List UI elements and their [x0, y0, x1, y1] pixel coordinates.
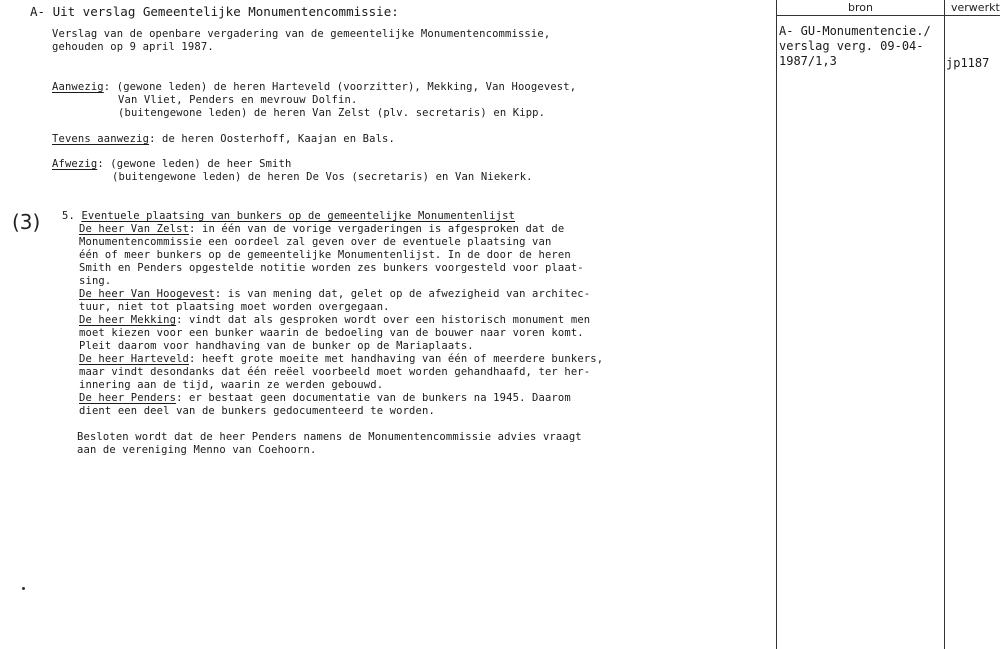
- hoogevest-text: : is van mening dat, gelet op de afwezigheid van architec-: [214, 288, 591, 300]
- margin-number: (3): [12, 210, 41, 234]
- zelst-line-5: sing.: [79, 275, 112, 287]
- zelst-label: De heer Van Zelst: [79, 223, 190, 235]
- afwezig-text: : (gewone leden) de heer Smith: [97, 158, 292, 170]
- harteveld-label: De heer Harteveld: [79, 353, 190, 365]
- zelst-line-4: Smith en Penders opgestelde notitie worden zes bunkers voorgesteld voor plaat-: [79, 262, 584, 274]
- page-heading: A- Uit verslag Gemeentelijke Monumentencommissie:: [30, 4, 399, 19]
- harteveld-line-2: maar vindt desondanks dat één reëel voorbeeld moet worden gehandhaafd, ter her-: [79, 366, 591, 378]
- mekking-text: : vindt dat als gesproken wordt over een historisch monument men: [176, 314, 591, 326]
- source-line-1: A- GU-Monumentencie./: [779, 24, 931, 38]
- besloten-line-2: aan de vereniging Menno van Coehoorn.: [77, 444, 317, 456]
- column-header-rule: [776, 15, 1000, 16]
- source-line-2: verslag verg. 09-04-: [779, 39, 924, 53]
- aanwezig-line-3: (buitengewone leden) de heren Van Zelst (plv. secretaris) en Kipp.: [118, 107, 546, 119]
- mekking-line-1: [79, 314, 590, 326]
- intro-line-1: Verslag van de openbare vergadering van de gemeentelijke Monumentencommissie,: [52, 28, 551, 40]
- tevens-label: Tevens aanwezig: [52, 133, 150, 145]
- zelst-line-3: één of meer bunkers op de gemeentelijke Monumentenlijst. In de door de heren: [79, 249, 571, 261]
- aanwezig-line-2: Van Vliet, Penders en mevrouw Dolfin.: [118, 94, 358, 106]
- aanwezig-text: : (gewone leden) de heren Harteveld (voorzitter), Mekking, Van Hoogevest,: [103, 81, 577, 93]
- tevens-aanwezig-line: [52, 133, 395, 145]
- stray-mark: [22, 587, 25, 590]
- mekking-line-2: moet kiezen voor een bunker waarin de bedoeling van de bouwer naar voren komt.: [79, 327, 584, 339]
- mekking-line-3: Pleit daarom voor handhaving van de bunker op de Mariaplaats.: [79, 340, 474, 352]
- harteveld-line-3: innering aan de tijd, waarin ze werden gebouwd.: [79, 379, 384, 391]
- penders-line-1: [79, 392, 571, 404]
- afwezig-line-1: [52, 158, 291, 170]
- column-divider-right: [944, 0, 945, 649]
- column-header-bron: bron: [848, 1, 873, 14]
- harteveld-text: : heeft grote moeite met handhaving van één of meerdere bunkers,: [189, 353, 604, 365]
- source-ref: jp1187: [946, 56, 990, 70]
- source-line-3: 1987/1,3: [779, 54, 837, 68]
- zelst-line-1: [79, 223, 564, 235]
- intro-line-2: gehouden op 9 april 1987.: [52, 41, 214, 53]
- harteveld-line-1: [79, 353, 603, 365]
- zelst-line-2: Monumentencommissie een oordeel zal geven over de eventuele plaatsing van: [79, 236, 552, 248]
- hoogevest-line-1: [79, 288, 590, 300]
- aanwezig-line-1: [52, 81, 576, 93]
- item-title: Eventuele plaatsing van bunkers op de gemeentelijke Monumentenlijst: [81, 210, 516, 222]
- item-number: 5.: [62, 210, 75, 222]
- column-header-verwerkt: verwerkt: [951, 1, 1000, 14]
- afwezig-line-2: (buitengewone leden) de heren De Vos (secretaris) en Van Niekerk.: [112, 171, 533, 183]
- item-title-line: [62, 210, 515, 222]
- afwezig-label: Afwezig: [52, 158, 98, 170]
- penders-text: : er bestaat geen documentatie van de bunkers na 1945. Daarom: [176, 392, 571, 404]
- mekking-label: De heer Mekking: [79, 314, 177, 326]
- besloten-line-1: Besloten wordt dat de heer Penders namens de Monumentencommissie advies vraagt: [77, 431, 582, 443]
- column-divider-left: [776, 0, 777, 649]
- zelst-text: : in één van de vorige vergaderingen is afgesproken dat de: [189, 223, 565, 235]
- tevens-text: : de heren Oosterhoff, Kaajan en Bals.: [149, 133, 395, 145]
- penders-label: De heer Penders: [79, 392, 177, 404]
- hoogevest-label: De heer Van Hoogevest: [79, 288, 215, 300]
- aanwezig-label: Aanwezig: [52, 81, 104, 93]
- hoogevest-line-2: tuur, niet tot plaatsing moet worden overgegaan.: [79, 301, 390, 313]
- penders-line-2: dient een deel van de bunkers gedocumenteerd te worden.: [79, 405, 435, 417]
